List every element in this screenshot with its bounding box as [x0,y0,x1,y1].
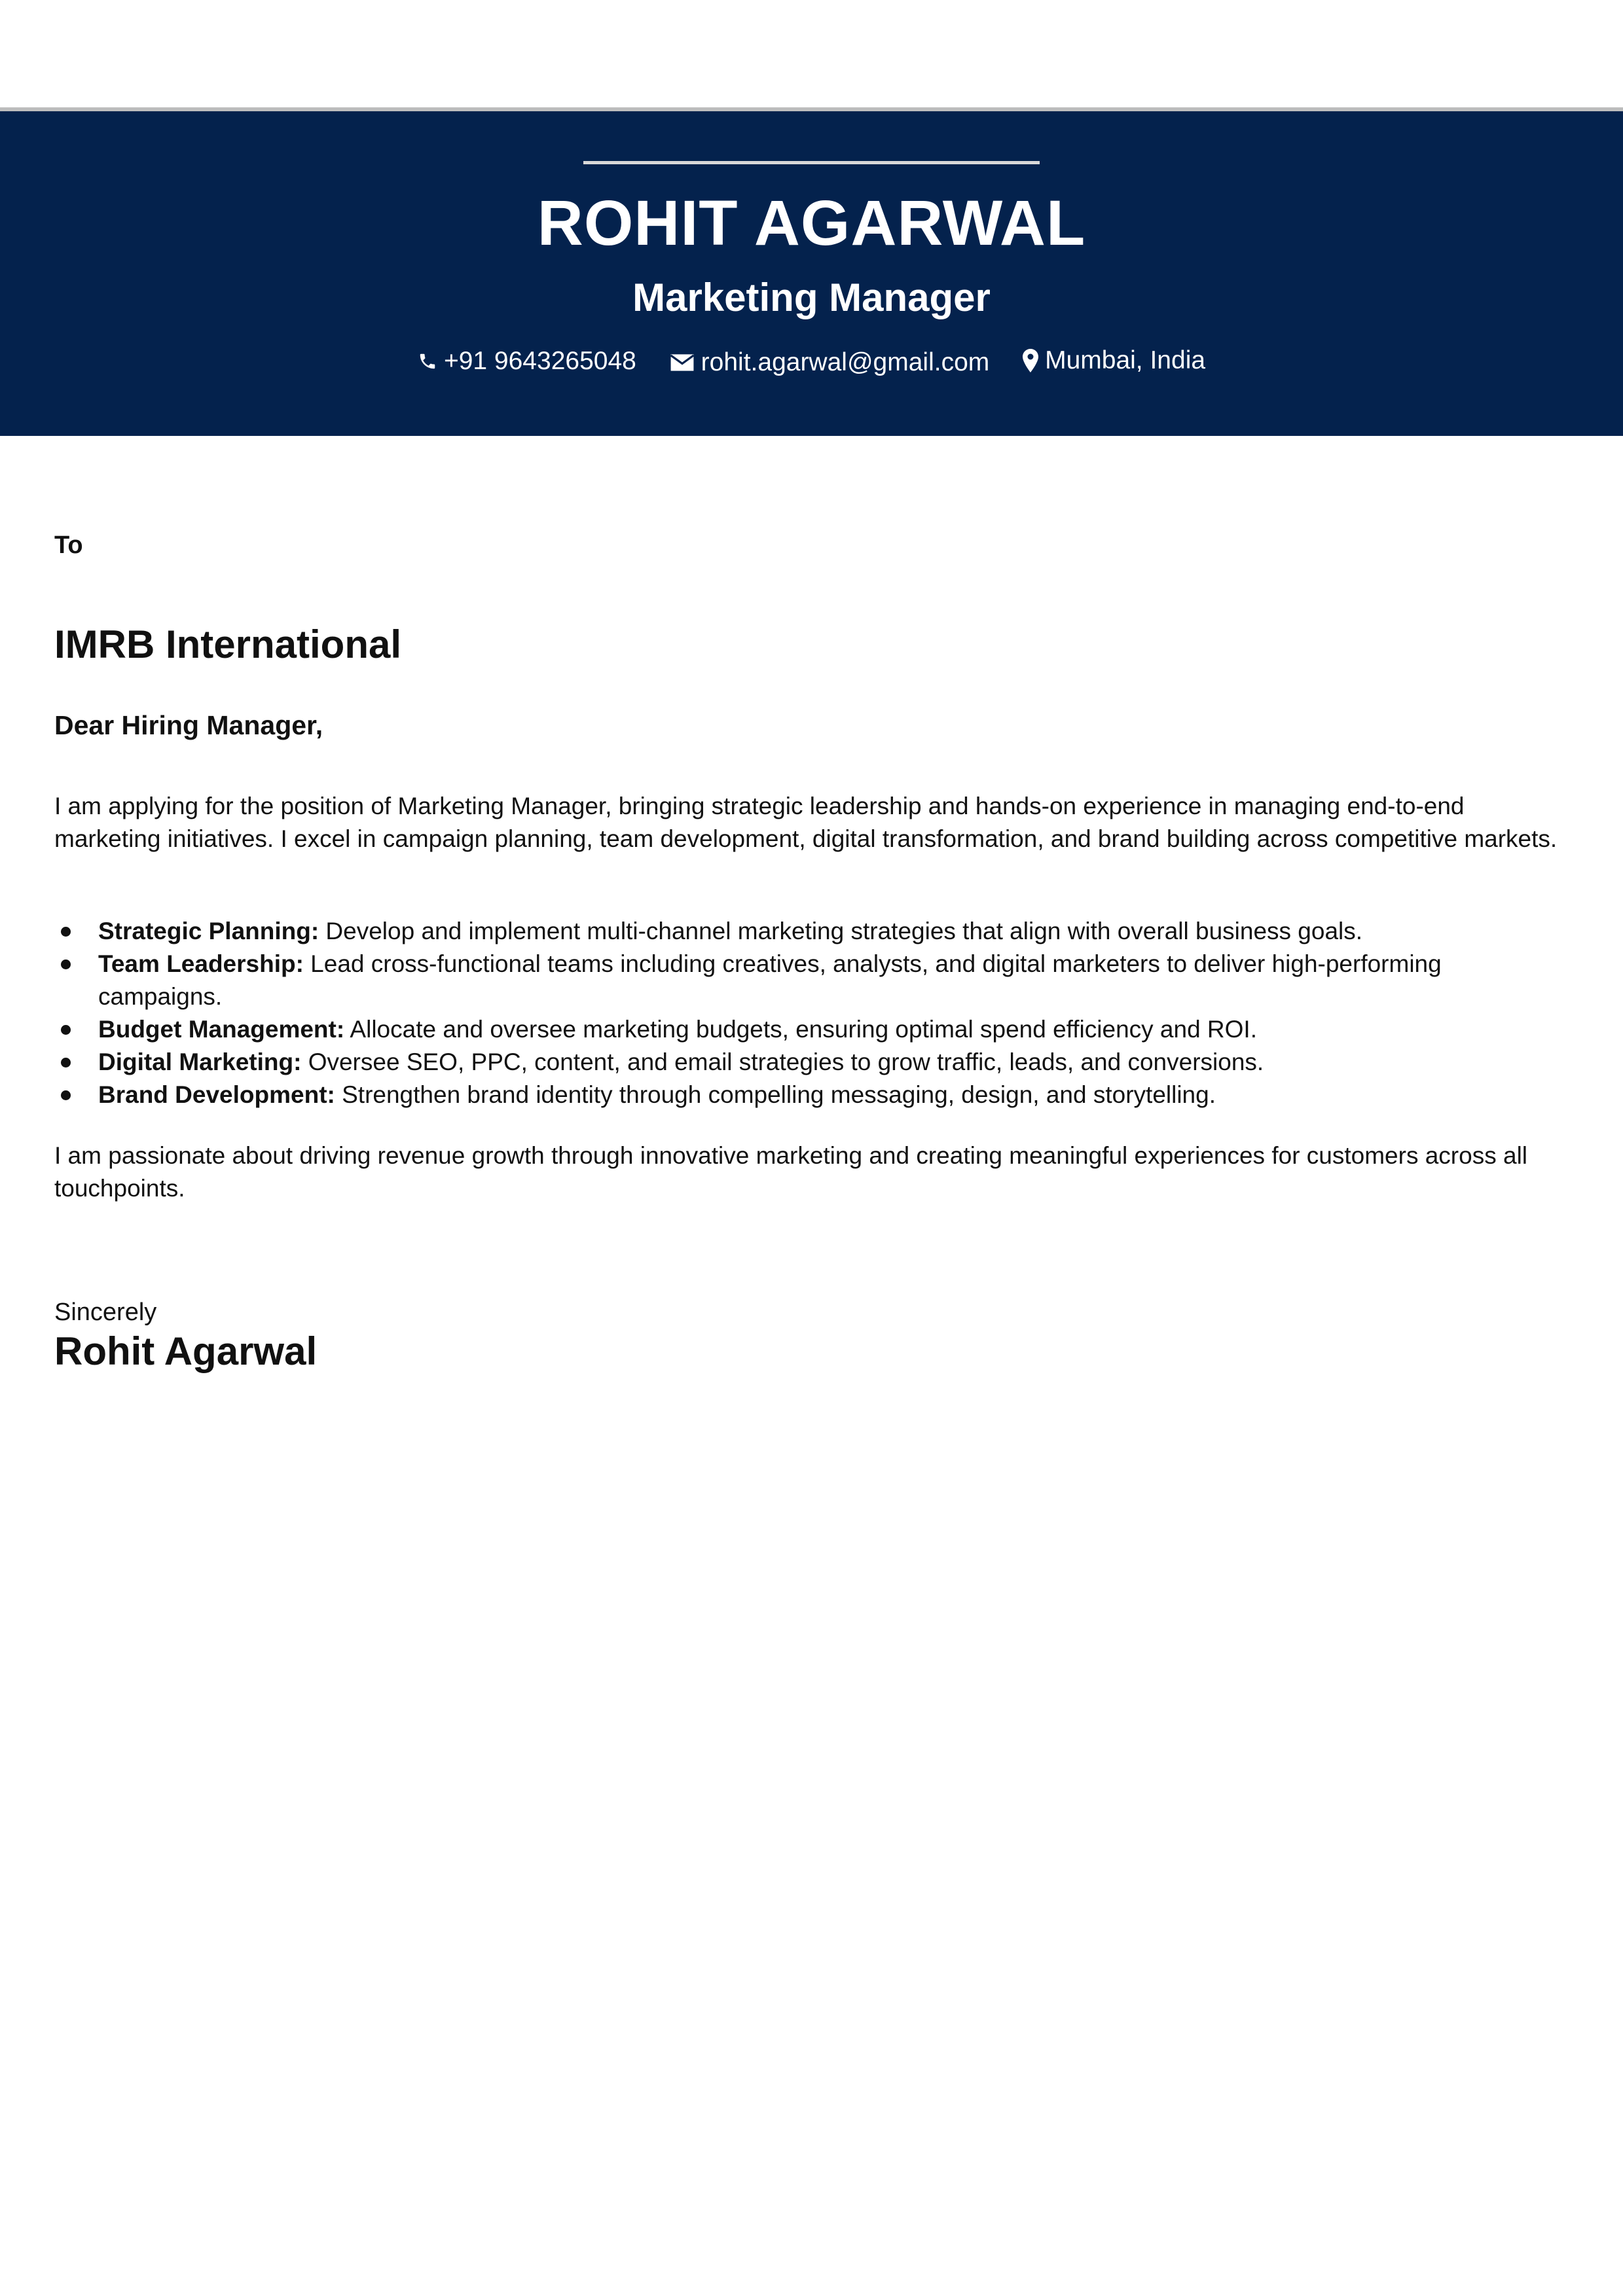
list-item [54,1046,1567,1079]
list-item [54,915,1567,948]
bullet-label: Team Leadership: [98,950,304,977]
signature-name: Rohit Agarwal [54,1329,318,1373]
bullet-text: Allocate and oversee marketing budgets, ensuring optimal spend efficiency and ROI. [344,1016,1257,1043]
header-accent-line [583,161,1040,164]
list-item [54,948,1567,1013]
contact-email[interactable] [670,348,990,378]
highlights-list [54,915,1567,1111]
bullet-label: Brand Development: [98,1081,335,1108]
bullet-text: Lead cross-functional teams including creatives, analysts, and digital marketers to deliver high-performing campaigns. [98,950,1442,1010]
header-banner [0,111,1623,436]
list-item [54,1079,1567,1111]
map-marker-icon [1023,349,1038,372]
signoff: Sincerely [54,1299,157,1326]
envelope-icon [670,353,695,372]
intro-paragraph: I am applying for the position of Marketing Manager, bringing strategic leadership and hands-on experience in managing end-to-end marketing initiatives. I excel in campaign planning, team development, digital transformation, and brand building across competitive markets. [54,793,1558,852]
salutation: Dear Hiring Manager, [54,710,323,740]
job-title: Marketing Manager [632,276,991,319]
candidate-name: ROHIT AGARWAL [537,187,1086,259]
list-item [54,1013,1567,1046]
bullet-label: Digital Marketing: [98,1049,302,1075]
contact-location-text: Mumbai, India [1045,346,1206,374]
bullet-label: Budget Management: [98,1016,345,1043]
contact-bar [0,346,1623,380]
phone-icon [418,350,437,372]
contact-phone[interactable] [418,346,636,377]
contact-email-text: rohit.agarwal@gmail.com [701,348,990,376]
closing-paragraph: I am passionate about driving revenue growth through innovative marketing and creating meaningful experiences for customers across all touchpoints. [54,1142,1528,1202]
recipient-company: IMRB International [54,622,402,666]
recipient-label: To [54,531,83,559]
bullet-text: Develop and implement multi-channel marketing strategies that align with overall business goals. [319,918,1363,944]
contact-location [1023,346,1205,376]
bullet-label: Strategic Planning: [98,918,319,944]
bullet-text: Strengthen brand identity through compelling messaging, design, and storytelling. [335,1081,1216,1108]
contact-phone-text: +91 9643265048 [443,347,636,375]
bullet-text: Oversee SEO, PPC, content, and email strategies to grow traffic, leads, and conversions. [301,1049,1264,1075]
